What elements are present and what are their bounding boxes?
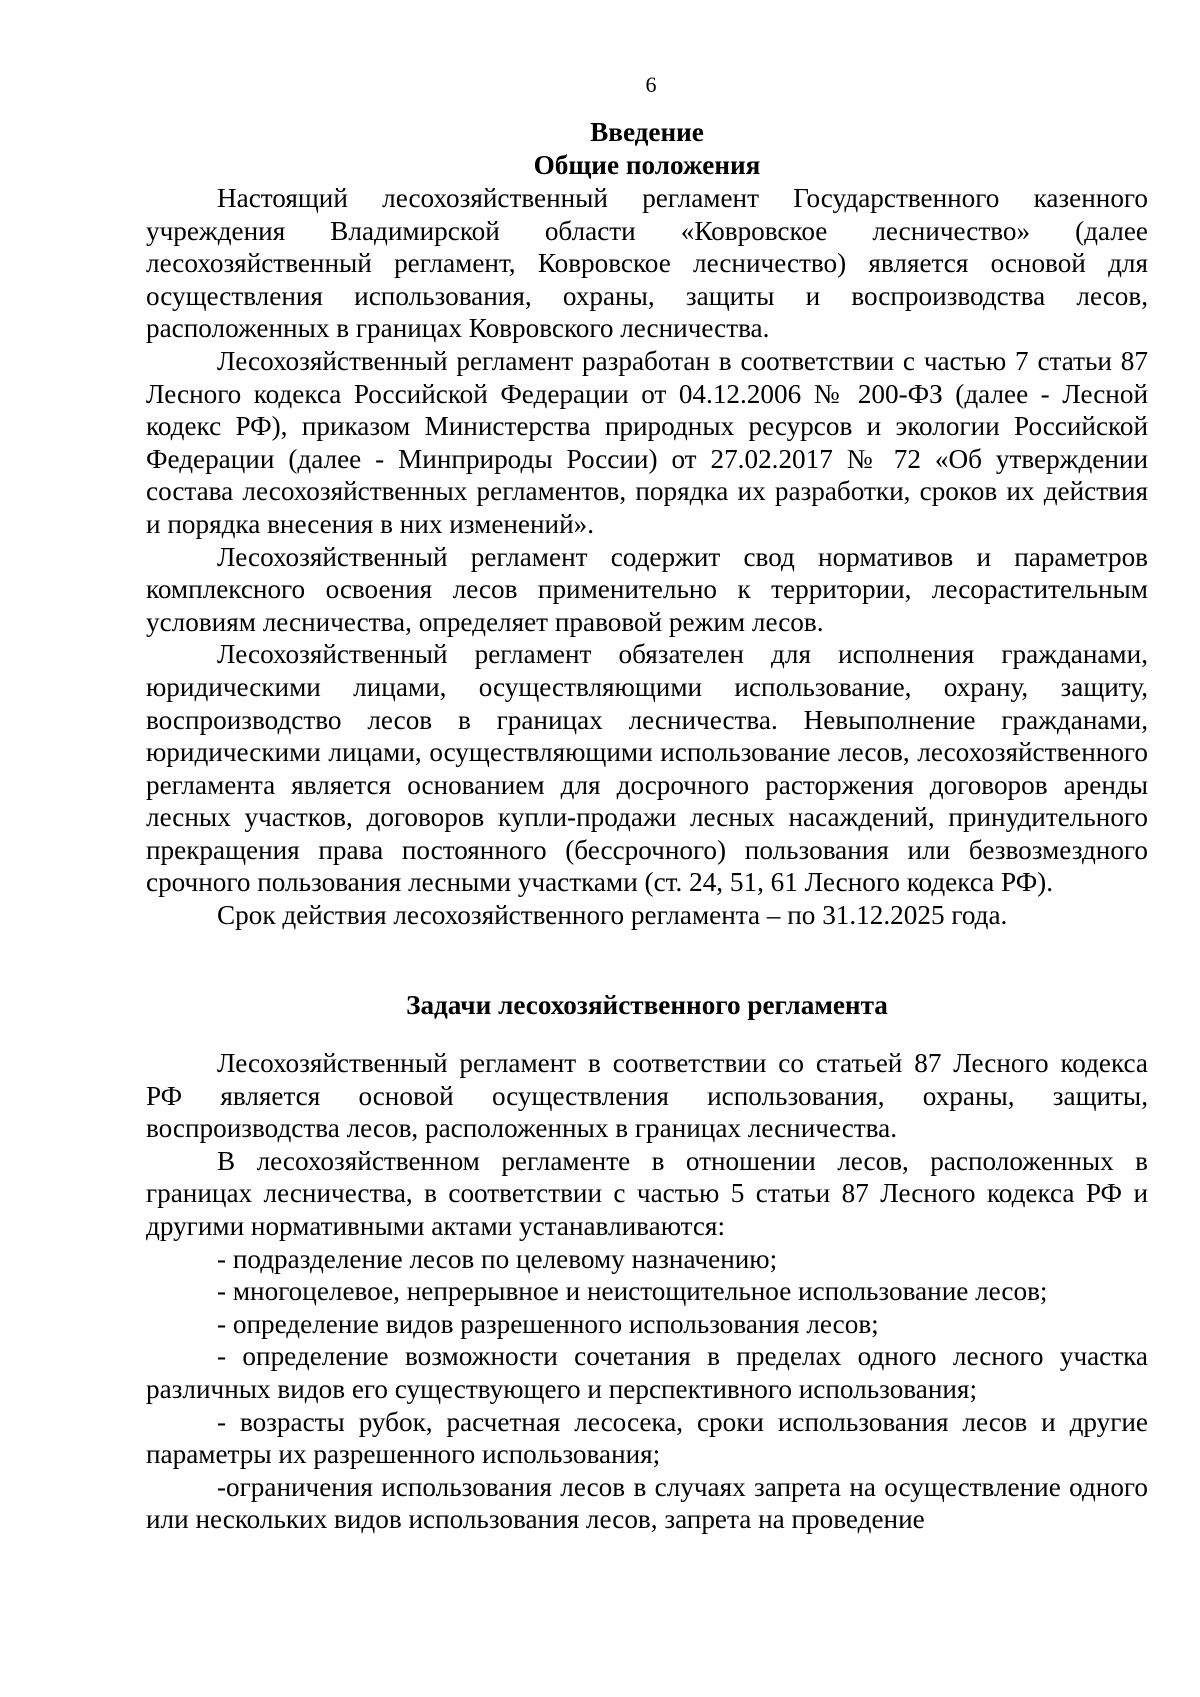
paragraph: Лесохозяйственный регламент обязателен для исполнения гражданами, юридическими лицами, осуществляющими использование, охрану, защиту, воспроизводство лесов в границах лесничества. Невыполнение гражданами, юридическими лицами, осуществляющими использование лесов, лесохозяйственного регламента является основанием для досрочного расторжения договоров аренды лесных участков, договоров купли-продажи лесных насаждений, принудительного прекращения права постоянного (бессрочного) пользования или безвозмездного срочного пользования лесными участками (ст. 24, 51, 61 Лесного кодекса РФ). <box>146 639 1148 898</box>
page-number: 6 <box>645 72 657 97</box>
general-provisions-section <box>146 182 1148 932</box>
list-item: -ограничения использования лесов в случаях запрета на осуществление одного или нескольких видов использования лесов, запрета на проведение <box>146 1471 1148 1535</box>
document-page <box>146 0 1148 1697</box>
regulation-tasks-section <box>146 1047 1148 1536</box>
heading-introduction: Введение <box>590 117 704 147</box>
list-item: - определение видов разрешенного использования лесов; <box>217 1308 879 1339</box>
list-item: - возрасты рубок, расчетная лесосека, сроки использования лесов и другие параметры их разрешенного использования; <box>146 1406 1148 1470</box>
paragraph: Лесохозяйственный регламент разработан в соответствии с частью 7 статьи 87 Лесного кодекса Российской Федерации от 04.12.2006 № 200-ФЗ (далее - Лесной кодекс РФ), приказом Министерства природных ресурсов и экологии Российской Федерации (далее - Минприроды России) от 27.02.2017 № 72 «Об утверждении состава лесохозяйственных регламентов, порядка их разработки, сроков их действия и порядка внесения в них изменений». <box>146 345 1148 539</box>
paragraph: В лесохозяйственном регламенте в отношении лесов, расположенных в границах лесничества, в соответствии с частью 5 статьи 87 Лесного кодекса РФ и другими нормативными актами устанавливаются: <box>146 1145 1148 1241</box>
paragraph: Настоящий лесохозяйственный регламент Государственного казенного учреждения Владимирской области «Ковровское лесничество» (далее лесохозяйственный регламент, Ковровское лесничество) является основой для осуществления использования, охраны, защиты и воспроизводства лесов, расположенных в границах Ковровского лесничества. <box>146 183 1148 344</box>
list-item: - многоцелевое, непрерывное и неистощительное использование лесов; <box>217 1276 1048 1307</box>
heading-general-provisions: Общие положения <box>533 150 761 180</box>
paragraph: Лесохозяйственный регламент содержит свод нормативов и параметров комплексного освоения лесов применительно к территории, лесорастительным условиям лесничества, определяет правовой режим лесов. <box>146 541 1148 637</box>
heading-regulation-tasks: Задачи лесохозяйственного регламента <box>406 990 888 1020</box>
list-item: - подразделение лесов по целевому назначению; <box>217 1243 778 1274</box>
paragraph: Срок действия лесохозяйственного регламента – по 31.12.2025 года. <box>217 900 1008 931</box>
list-item: - определение возможности сочетания в пределах одного лесного участка различных видов его существующего и перспективного использования; <box>146 1341 1148 1404</box>
paragraph: Лесохозяйственный регламент в соответствии со статьей 87 Лесного кодекса РФ является основой осуществления использования, охраны, защиты, воспроизводства лесов, расположенных в границах лесничества. <box>146 1048 1148 1144</box>
